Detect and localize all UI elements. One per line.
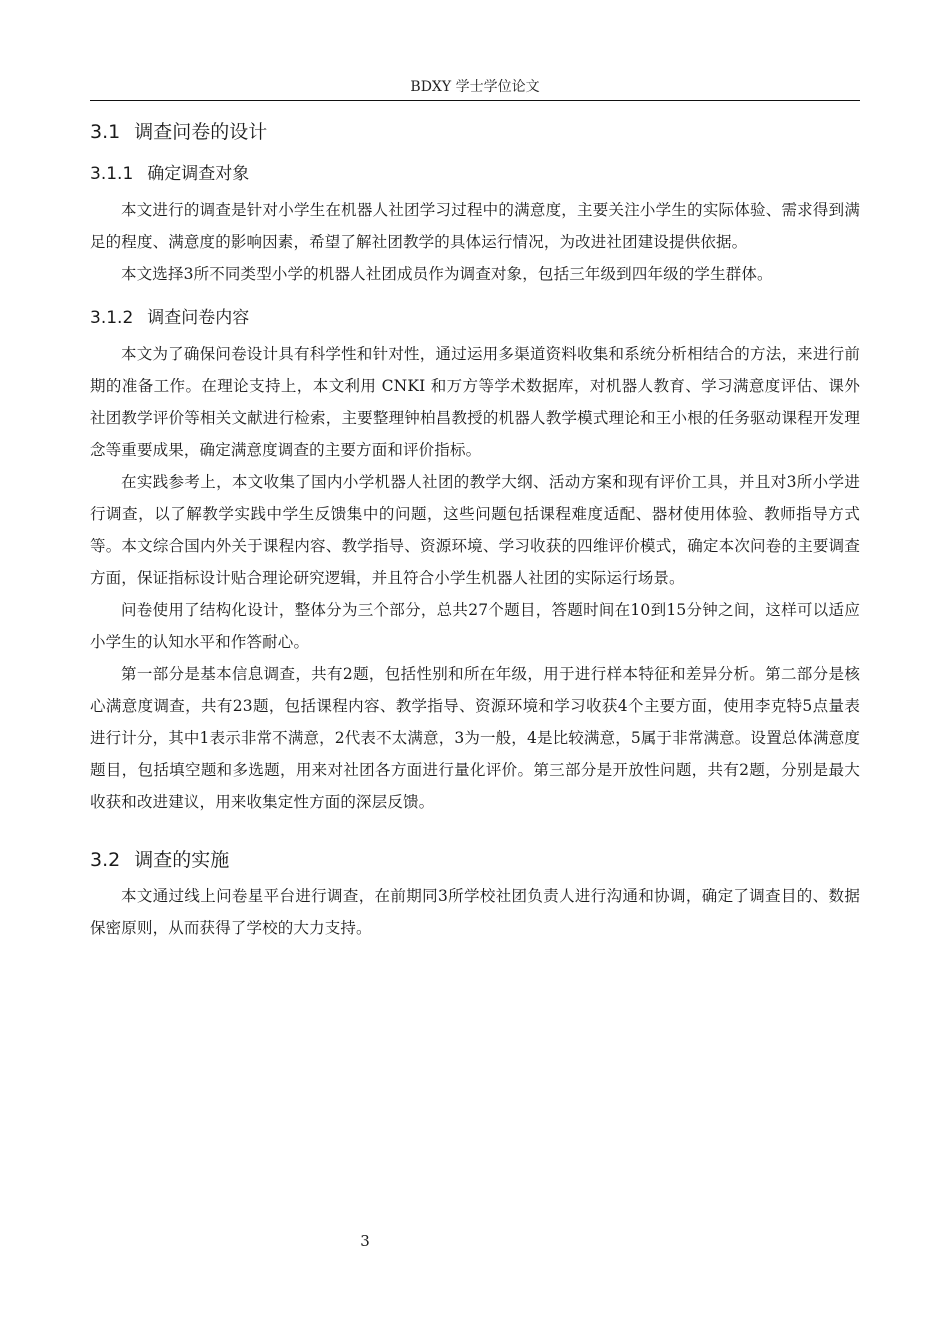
paragraph: 问卷使用了结构化设计，整体分为三个部分，总共27个题目，答题时间在10到15分钟之间，这样可以适应小学生的认知水平和作答耐心。: [90, 601, 860, 651]
section-heading-3-2: [90, 840, 860, 880]
header-rule: [90, 100, 860, 101]
subsection-heading-3-1-2: [90, 300, 860, 336]
running-header: BDXY 学士学位论文: [410, 79, 540, 95]
section-title: 调查问卷的设计: [134, 121, 268, 143]
section-title: 调查的实施: [134, 849, 230, 871]
paragraph: 本文通过线上问卷星平台进行调查，在前期同3所学校社团负责人进行沟通和协调，确定了调查目的、数据保密原则，从而获得了学校的大力支持。: [90, 887, 860, 937]
subsection-number: 3.1.1: [90, 164, 134, 184]
paragraph: 本文为了确保问卷设计具有科学性和针对性，通过运用多渠道资料收集和系统分析相结合的方法，来进行前期的准备工作。在理论支持上，本文利用 CNKI 和万方等学术数据库，对机器人教育、学习满意度评估、课外社团教学评价等相关文献进行检索，主要整理钟柏昌教授的机器人教学模式理论和王小根的任务驱动课程开发理念等重要成果，确定满意度调查的主要方面和评价指标。: [90, 345, 860, 459]
section-number: 3.2: [90, 849, 121, 871]
subsection-heading-3-1-1: [90, 156, 860, 192]
paragraph: 本文进行的调查是针对小学生在机器人社团学习过程中的满意度，主要关注小学生的实际体验、需求得到满足的程度、满意度的影响因素，希望了解社团教学的具体运行情况，为改进社团建设提供依据。: [90, 201, 860, 251]
page-body: [90, 112, 860, 944]
subsection-number: 3.1.2: [90, 308, 134, 328]
subsection-title: 确定调查对象: [147, 164, 250, 184]
paragraph: 本文选择3所不同类型小学的机器人社团成员作为调查对象，包括三年级到四年级的学生群体。: [121, 265, 773, 283]
subsection-title: 调查问卷内容: [147, 308, 250, 328]
paragraph: 在实践参考上，本文收集了国内小学机器人社团的教学大纲、活动方案和现有评价工具，并且对3所小学进行调查，以了解教学实践中学生反馈集中的问题，这些问题包括课程难度适配、器材使用体验、教师指导方式等。本文综合国内外关于课程内容、教学指导、资源环境、学习收获的四维评价模式，确定本次问卷的主要调查方面，保证指标设计贴合理论研究逻辑，并且符合小学生机器人社团的实际运行场景。: [90, 473, 860, 587]
section-number: 3.1: [90, 121, 121, 143]
section-heading-3-1: [90, 112, 860, 152]
paragraph: 第一部分是基本信息调查，共有2题，包括性别和所在年级，用于进行样本特征和差异分析。第二部分是核心满意度调查，共有23题，包括课程内容、教学指导、资源环境和学习收获4个主要方面，使用李克特5点量表进行计分，其中1表示非常不满意，2代表不太满意，3为一般，4是比较满意，5属于非常满意。设置总体满意度题目，包括填空题和多选题，用来对社团各方面进行量化评价。第三部分是开放性问题，共有2题，分别是最大收获和改进建议，用来收集定性方面的深层反馈。: [90, 665, 860, 811]
page-number: 3: [360, 1232, 370, 1250]
